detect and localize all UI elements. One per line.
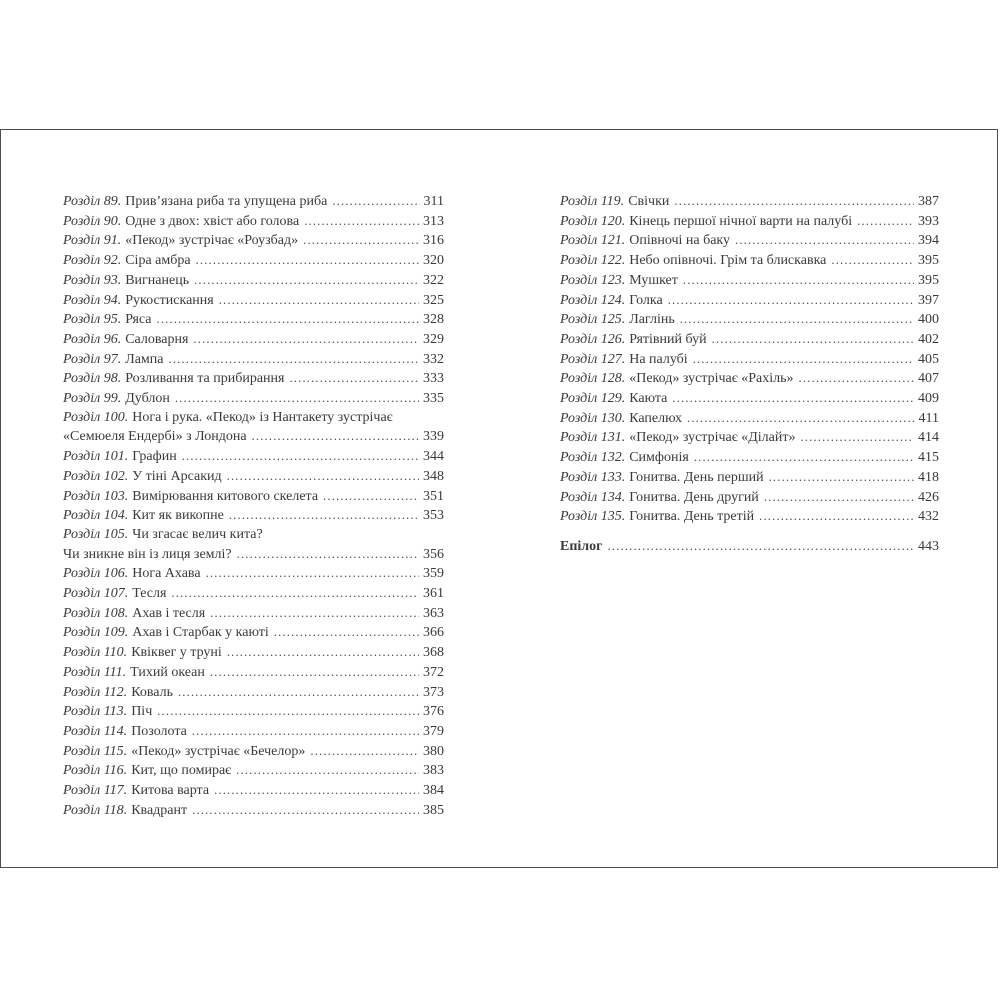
page-number: 443 [918,538,939,554]
page-number: 395 [918,272,939,288]
dot-leader [799,369,914,389]
chapter-prefix: Розділ 108. [63,605,129,621]
chapter-prefix: Розділ 113. [63,704,128,720]
page-number: 407 [918,371,939,387]
page-number: 359 [423,566,444,582]
chapter-prefix: Розділ 90. [63,213,122,229]
chapter-prefix: Розділ 104. [63,508,129,524]
chapter-title: Голка [629,292,663,308]
page-number: 379 [423,723,444,739]
chapter-prefix: Розділ 114. [63,723,128,739]
chapter-title: Гонитва. День другий [629,489,759,505]
chapter-prefix: Розділ 98. [63,371,122,387]
chapter-title: «Пекод» зустрічає «Роузбад» [125,233,299,249]
toc-entry [63,584,444,604]
page-number: 397 [918,292,939,308]
page-number: 409 [918,391,939,407]
chapter-title: Китова варта [131,783,210,799]
dot-leader [759,507,914,527]
dot-leader [229,506,419,526]
dot-leader [227,643,419,663]
page-number: 414 [918,430,939,446]
page-number: 325 [423,292,444,308]
toc-entry [63,291,444,311]
toc-entry [560,271,939,291]
toc-entry [560,291,939,311]
page-number: 313 [423,213,444,229]
chapter-prefix: Розділ 130. [560,410,626,426]
page-number: 353 [423,508,444,524]
page-number: 432 [918,509,939,525]
dot-leader [608,537,914,557]
toc-entry [560,369,939,389]
dot-leader [194,271,419,291]
dot-leader [323,487,419,507]
page-number: 366 [423,625,444,641]
page-number: 348 [423,468,444,484]
toc-entry [63,192,444,212]
chapter-title: Кінець першої нічної варти на палубі [629,213,853,229]
chapter-prefix: Розділ 121. [560,233,626,249]
toc-entry [63,564,444,584]
toc-entry [560,428,939,448]
chapter-title: Лаглінь [629,312,675,328]
toc-entry [63,467,444,487]
toc-entry [63,231,444,251]
page-number: 383 [423,763,444,779]
dot-leader [764,488,914,508]
page-number: 384 [423,783,444,799]
chapter-prefix: Розділ 91. [63,233,122,249]
dot-leader [192,722,419,742]
dot-leader [157,310,419,330]
chapter-title: Квіквег у труні [131,645,222,661]
chapter-title: Нога і рука. «Пекод» із Нантакету зустрічає [132,409,393,425]
toc-entry [63,409,444,428]
toc-entry [560,389,939,409]
page-number: 361 [423,586,444,602]
chapter-prefix: Розділ 93. [63,272,122,288]
chapter-title: Гонитва. День третій [629,509,755,525]
chapter-prefix: Розділ 101. [63,449,129,465]
toc-entry [560,330,939,350]
chapter-title: Кит, що помирає [131,763,232,779]
chapter-prefix: Розділ 89. [63,194,122,209]
chapter-title: Чи згасає велич кита? [132,526,263,542]
toc-entry [63,487,444,507]
page-number: 344 [423,449,444,465]
chapter-title: Сіра амбра [125,253,191,269]
chapter-title: На палубі [629,351,688,367]
toc-entry [63,526,444,545]
toc-entry [63,545,444,565]
page-number: 372 [423,664,444,680]
toc-entry [63,350,444,370]
page-number: 415 [918,450,939,466]
chapter-prefix: Розділ 96. [63,331,122,347]
toc-entry [560,448,939,468]
toc-entry [63,310,444,330]
page-number: 311 [423,194,444,209]
toc-column-right [560,192,939,557]
dot-leader [219,291,419,311]
chapter-prefix: Розділ 124. [560,292,626,308]
chapter-prefix: Розділ 100. [63,409,129,425]
dot-leader [289,369,419,389]
chapter-title: «Семюеля Ендербі» з Лондона [63,429,247,445]
chapter-title: Піч [131,704,153,720]
dot-leader [193,330,419,350]
chapter-title: Рятівний буй [629,331,707,347]
toc-entry [63,251,444,271]
chapter-title: Ахав і тесля [132,605,206,621]
chapter-title: Розливання та прибирання [125,371,285,387]
toc-entry [63,801,444,821]
chapter-prefix: Розділ 129. [560,391,626,407]
dot-leader [214,781,419,801]
dot-leader [683,271,914,291]
dot-leader [252,427,419,447]
page-number: 363 [423,605,444,621]
chapter-title: «Пекод» зустрічає «Ділайт» [629,430,796,446]
chapter-title: Ряса [125,312,152,328]
toc-entry [560,468,939,488]
page-number: 426 [918,489,939,505]
dot-leader [175,389,419,409]
dot-leader [668,291,914,311]
toc-entry [63,389,444,409]
chapter-prefix: Розділ 120. [560,213,626,229]
dot-leader [332,192,419,212]
page-number: 333 [423,371,444,387]
page-number: 405 [918,351,939,367]
toc-entry [560,310,939,330]
chapter-title: Ахав і Старбак у каюті [132,625,269,641]
chapter-prefix: Розділ 117. [63,783,128,799]
chapter-prefix: Розділ 133. [560,469,626,485]
page-number: 339 [423,429,444,445]
epilogue-title: Епілог [560,538,603,554]
dot-leader [801,428,915,448]
toc-entry [63,271,444,291]
chapter-title: Коваль [131,684,173,700]
dot-leader [303,231,419,251]
toc-entry [63,643,444,663]
toc-entry [560,488,939,508]
toc-entry [63,623,444,643]
chapter-prefix: Розділ 131. [560,430,626,446]
chapter-prefix: Розділ 127. [560,351,626,367]
chapter-title: Мушкет [629,272,678,288]
toc-entry [63,330,444,350]
chapter-title: У тіні Арсакид [132,468,222,484]
chapter-title: Кит як викопне [132,508,224,524]
toc-entry [63,604,444,624]
page-frame [0,129,998,868]
dot-leader [769,468,914,488]
epilogue-entry [560,537,939,557]
chapter-prefix: Розділ 107. [63,586,129,602]
dot-leader [694,448,914,468]
toc-entry [63,722,444,742]
chapter-prefix: Розділ 126. [560,331,626,347]
dot-leader [674,192,914,212]
chapter-title: Гонитва. День перший [629,469,764,485]
toc-entry [560,350,939,370]
page-number: 376 [423,704,444,720]
dot-leader [171,584,419,604]
page-number: 356 [423,546,444,562]
toc-column-left [63,192,444,821]
chapter-title: Нога Ахава [132,566,201,582]
dot-leader [169,350,420,370]
page-number: 380 [423,743,444,759]
chapter-title: Опівночі на баку [629,233,731,249]
dot-leader [274,623,419,643]
dot-leader [210,663,419,683]
chapter-title: «Пекод» зустрічає «Бечелор» [131,743,306,759]
chapter-prefix: Розділ 134. [560,489,626,505]
page-number: 393 [918,213,939,229]
dot-leader [237,545,419,565]
chapter-prefix: Розділ 99. [63,391,122,407]
chapter-prefix: Розділ 118. [63,802,128,818]
dot-leader [857,212,914,232]
page-number: 320 [423,253,444,269]
chapter-title: Рукостискання [125,292,214,308]
chapter-prefix: Розділ 103. [63,488,129,504]
toc-entry [63,506,444,526]
dot-leader [192,801,419,821]
toc-entry [63,663,444,683]
chapter-prefix: Розділ 132. [560,450,626,466]
chapter-title: Симфонія [629,450,689,466]
page-number: 385 [423,802,444,818]
toc-entry [63,212,444,232]
chapter-prefix: Розділ 105. [63,526,129,542]
toc-entry [63,761,444,781]
chapter-title: Вимірювання китового скелета [132,488,319,504]
chapter-prefix: Розділ 128. [560,371,626,387]
chapter-title: Дублон [125,391,170,407]
chapter-prefix: Розділ 97. [63,351,122,367]
chapter-title: Графин [132,449,177,465]
toc-entry [560,409,939,429]
dot-leader [236,761,419,781]
page-number: 411 [918,410,939,426]
page-number: 394 [918,233,939,249]
dot-leader [196,251,419,271]
dot-leader [735,231,914,251]
page-number: 316 [423,233,444,249]
dot-leader [227,467,419,487]
chapter-title: Одне з двох: хвіст або голова [125,213,300,229]
toc-entry [63,369,444,389]
dot-leader [687,409,915,429]
page-number: 368 [423,645,444,661]
chapter-prefix: Розділ 112. [63,684,128,700]
page-number: 335 [423,391,444,407]
page-number: 322 [423,272,444,288]
dot-leader [831,251,914,271]
page-number: 373 [423,684,444,700]
chapter-title: Вигнанець [125,272,190,288]
toc-entry [560,231,939,251]
page-number: 418 [918,469,939,485]
chapter-prefix: Розділ 102. [63,468,129,484]
toc-entry [63,683,444,703]
page-number: 402 [918,331,939,347]
toc-entry [560,507,939,527]
chapter-prefix: Розділ 115. [63,743,128,759]
chapter-title: Лампа [125,351,164,367]
page-number: 400 [918,312,939,328]
toc-entry [560,212,939,232]
chapter-title: «Пекод» зустрічає «Рахіль» [629,371,794,387]
dot-leader [672,389,914,409]
chapter-prefix: Розділ 123. [560,272,626,288]
chapter-title: Тесля [132,586,167,602]
chapter-title: Прив’язана риба та упущена риба [125,194,328,209]
toc-entry [63,447,444,467]
chapter-title: Саловарня [125,331,189,347]
chapter-prefix: Розділ 122. [560,253,626,269]
page-number: 328 [423,312,444,328]
chapter-title: Позолота [131,723,187,739]
chapter-prefix: Розділ 111. [63,664,127,680]
chapter-prefix: Розділ 119. [560,194,625,209]
dot-leader [157,702,419,722]
chapter-title: Свічки [628,194,670,209]
toc-entry [63,427,444,447]
page-number: 351 [423,488,444,504]
chapter-title: Чи зникне він із лиця землі? [63,546,232,562]
chapter-prefix: Розділ 95. [63,312,122,328]
page-number: 332 [423,351,444,367]
dot-leader [182,447,419,467]
chapter-prefix: Розділ 92. [63,253,122,269]
toc-entry [63,702,444,722]
chapter-prefix: Розділ 110. [63,645,128,661]
chapter-title: Небо опівночі. Грім та блискавка [629,253,827,269]
dot-leader [712,330,914,350]
toc-entry [63,742,444,762]
chapter-prefix: Розділ 106. [63,566,129,582]
toc-rows-right [560,192,939,527]
toc-entry [560,251,939,271]
dot-leader [210,604,419,624]
toc-entry [560,192,939,212]
chapter-title: Каюта [629,391,668,407]
chapter-prefix: Розділ 125. [560,312,626,328]
dot-leader [206,564,419,584]
chapter-title: Квадрант [131,802,188,818]
chapter-title: Тихий океан [130,664,205,680]
chapter-prefix: Розділ 135. [560,509,626,525]
toc-entry [63,781,444,801]
page-number: 329 [423,331,444,347]
dot-leader [178,683,419,703]
dot-leader [304,212,419,232]
dot-leader [680,310,914,330]
chapter-prefix: Розділ 109. [63,625,129,641]
chapter-prefix: Розділ 94. [63,292,122,308]
dot-leader [693,350,914,370]
page-number: 387 [918,194,939,209]
chapter-prefix: Розділ 116. [63,763,128,779]
chapter-title: Капелюх [629,410,683,426]
dot-leader [310,742,419,762]
page-number: 395 [918,253,939,269]
